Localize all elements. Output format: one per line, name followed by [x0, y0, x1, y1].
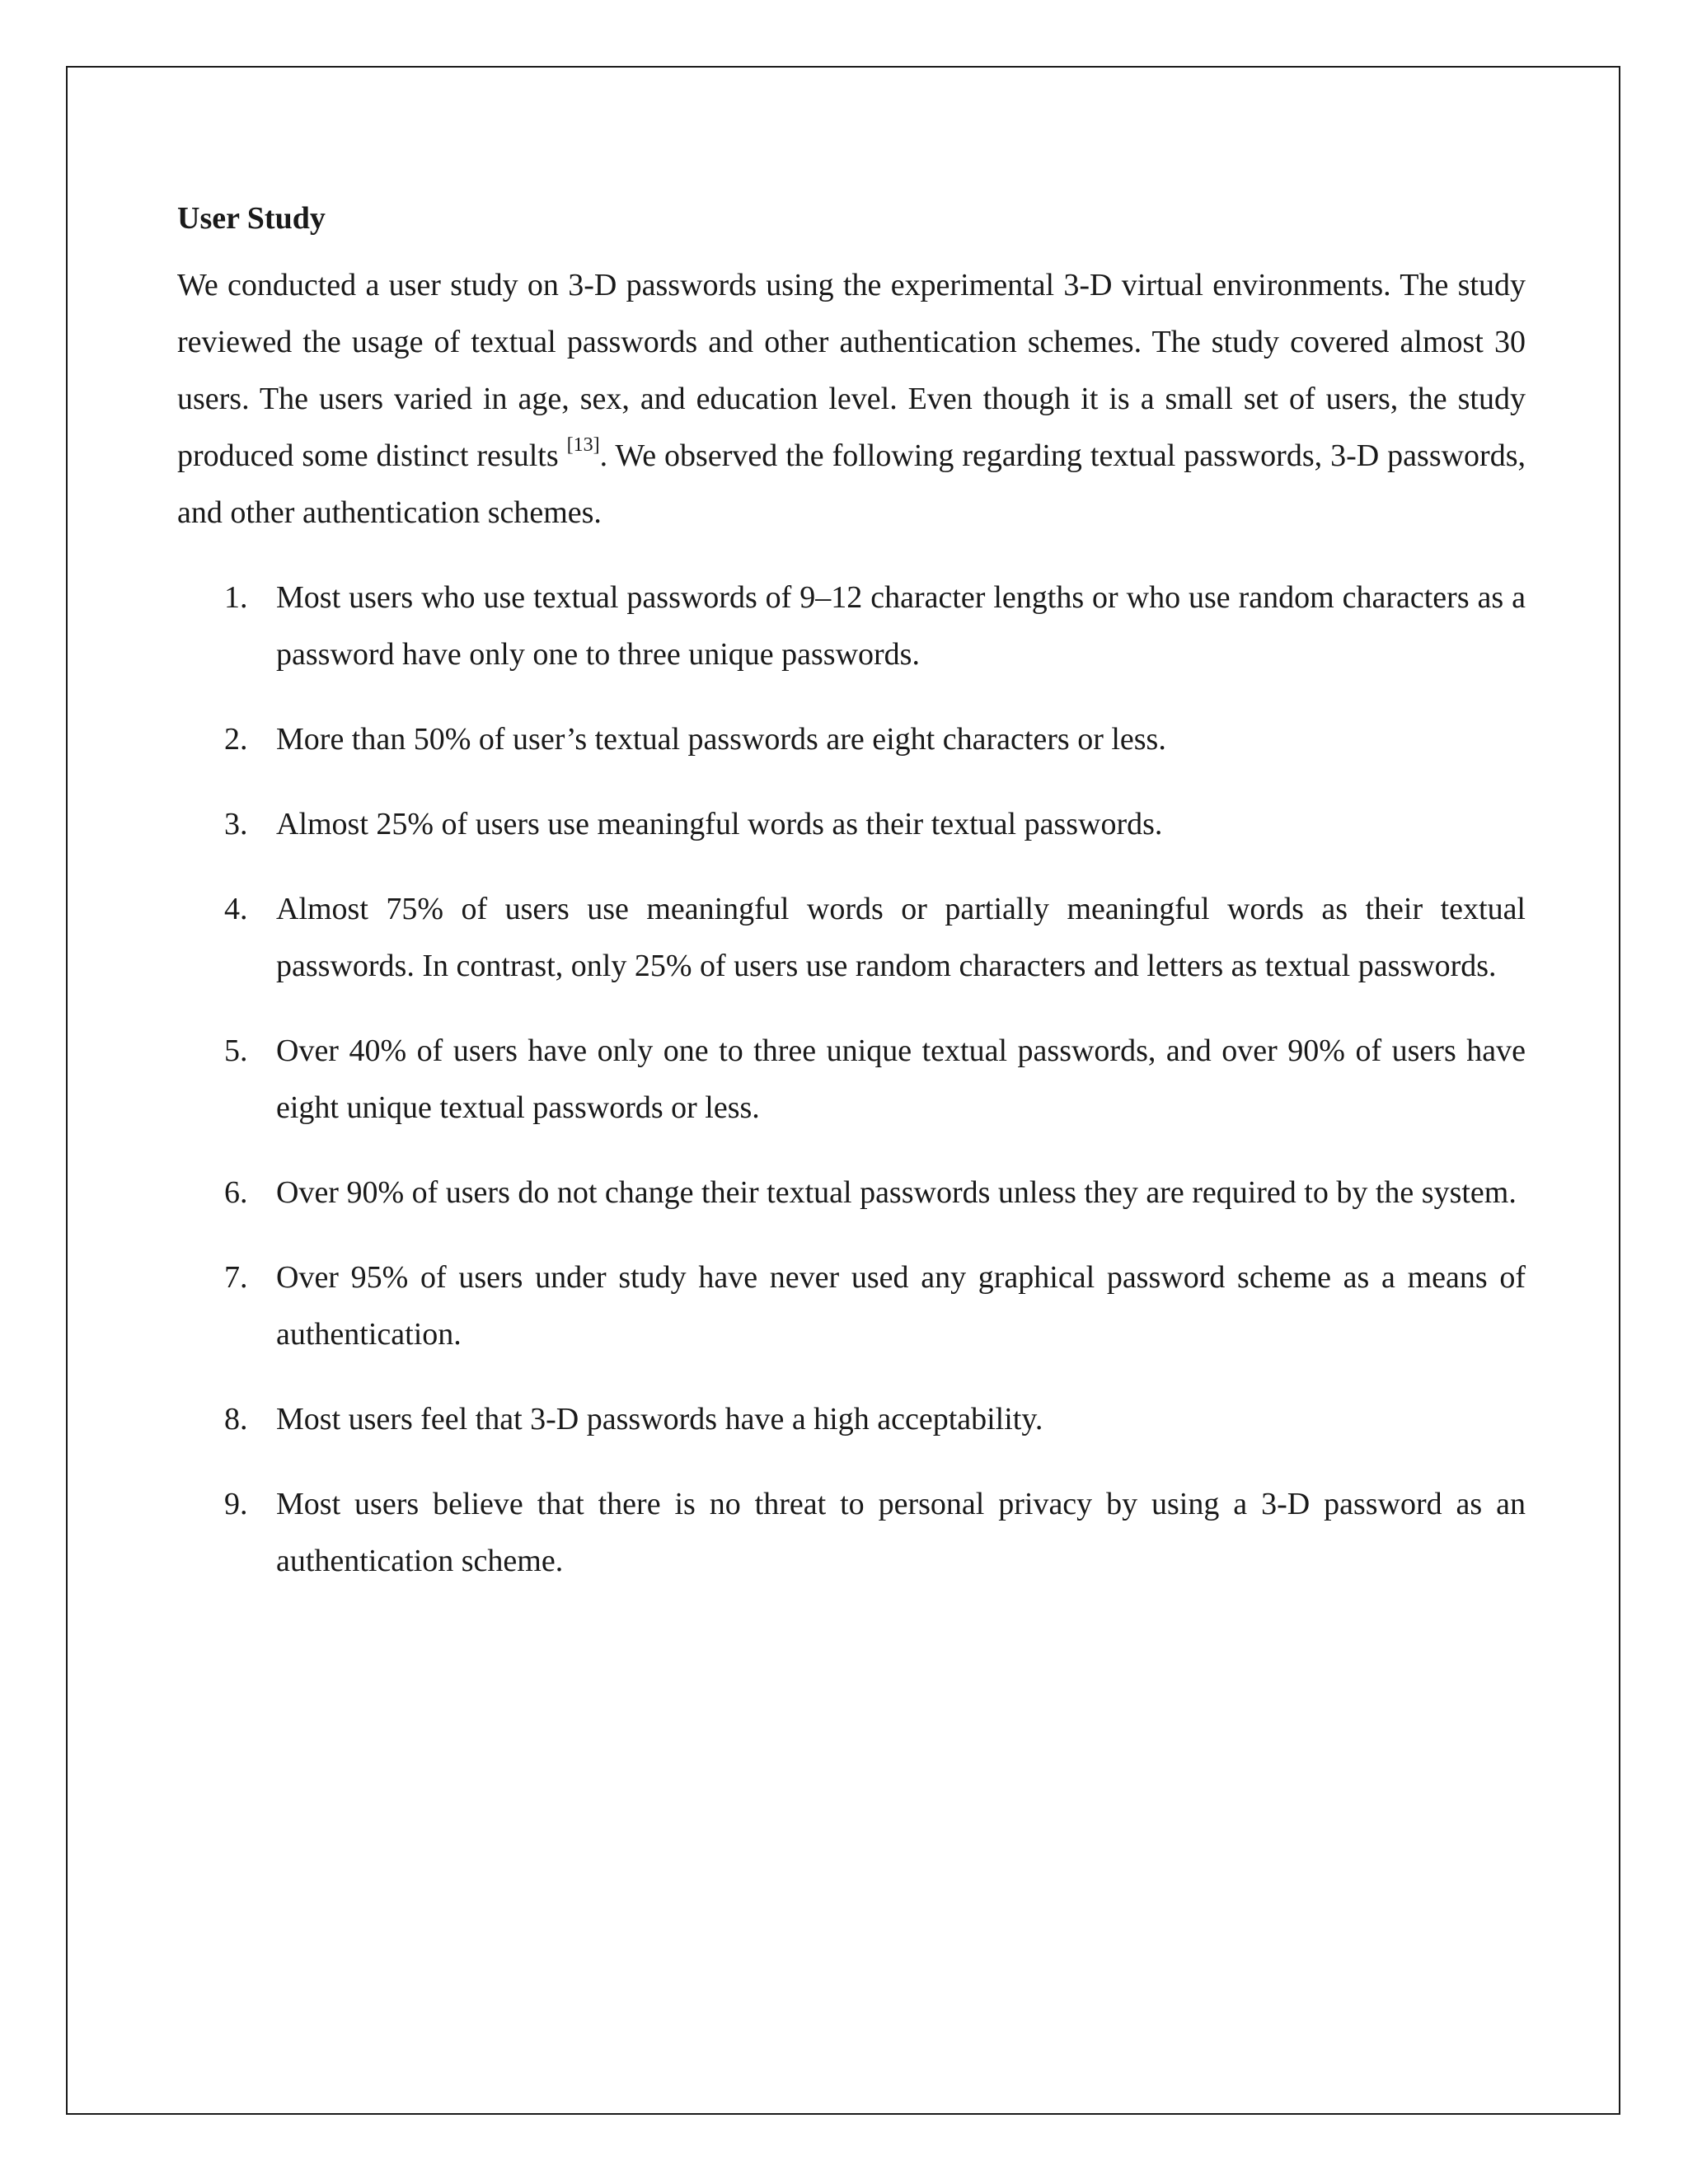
list-item-number: 9.	[224, 1487, 248, 1521]
intro-paragraph	[177, 257, 1526, 541]
list-item	[177, 1023, 1526, 1137]
intro-text-part1: We conducted a user study on 3-D passwords using the experimental 3-D virtual environments. The study reviewed the usage of textual passwords and other authentication schemes. The study covered almost 30 users. The users varied in age, sex, and education level. Even though it is a small set of users, the study produced some distinct results	[177, 268, 1526, 473]
list-item-number: 2.	[224, 722, 248, 757]
list-item	[177, 881, 1526, 995]
findings-list	[177, 569, 1526, 1590]
list-item	[177, 569, 1526, 683]
list-item	[177, 711, 1526, 768]
list-item-text: Over 40% of users have only one to three unique textual passwords, and over 90% of users have eight unique textual passwords or less.	[276, 1033, 1526, 1125]
list-item	[177, 1249, 1526, 1363]
list-item-number: 7.	[224, 1260, 248, 1295]
list-item-text: Most users feel that 3-D passwords have a high acceptability.	[276, 1402, 1043, 1436]
list-item-number: 4.	[224, 892, 248, 926]
list-item-text: Almost 25% of users use meaningful words as their textual passwords.	[276, 807, 1163, 841]
list-item-text: Over 95% of users under study have never used any graphical password scheme as a means of authentication.	[276, 1260, 1526, 1352]
list-item-number: 1.	[224, 580, 248, 615]
list-item	[177, 796, 1526, 853]
list-item-number: 8.	[224, 1402, 248, 1436]
list-item-number: 3.	[224, 807, 248, 841]
list-item	[177, 1476, 1526, 1590]
list-item-number: 5.	[224, 1033, 248, 1068]
list-item	[177, 1165, 1526, 1221]
intro-text-part2: . We observed the following regarding textual passwords, 3-D passwords, and other authentication schemes.	[177, 438, 1526, 530]
list-item	[177, 1391, 1526, 1448]
list-item-text: Almost 75% of users use meaningful words or partially meaningful words as their textual passwords. In contrast, only 25% of users use random characters and letters as textual passwords.	[276, 892, 1526, 983]
list-item-text: Most users who use textual passwords of 9–12 character lengths or who use random characters as a password have only one to three unique passwords.	[276, 580, 1526, 672]
document-content	[177, 198, 1526, 1618]
section-heading: User Study	[177, 201, 326, 236]
list-item-number: 6.	[224, 1175, 248, 1210]
list-item-text: More than 50% of user’s textual passwords are eight characters or less.	[276, 722, 1166, 757]
list-item-text: Most users believe that there is no threat to personal privacy by using a 3-D password as an authentication scheme.	[276, 1487, 1526, 1578]
citation-reference: [13]	[566, 434, 600, 457]
list-item-text: Over 90% of users do not change their textual passwords unless they are required to by the system.	[276, 1175, 1517, 1210]
